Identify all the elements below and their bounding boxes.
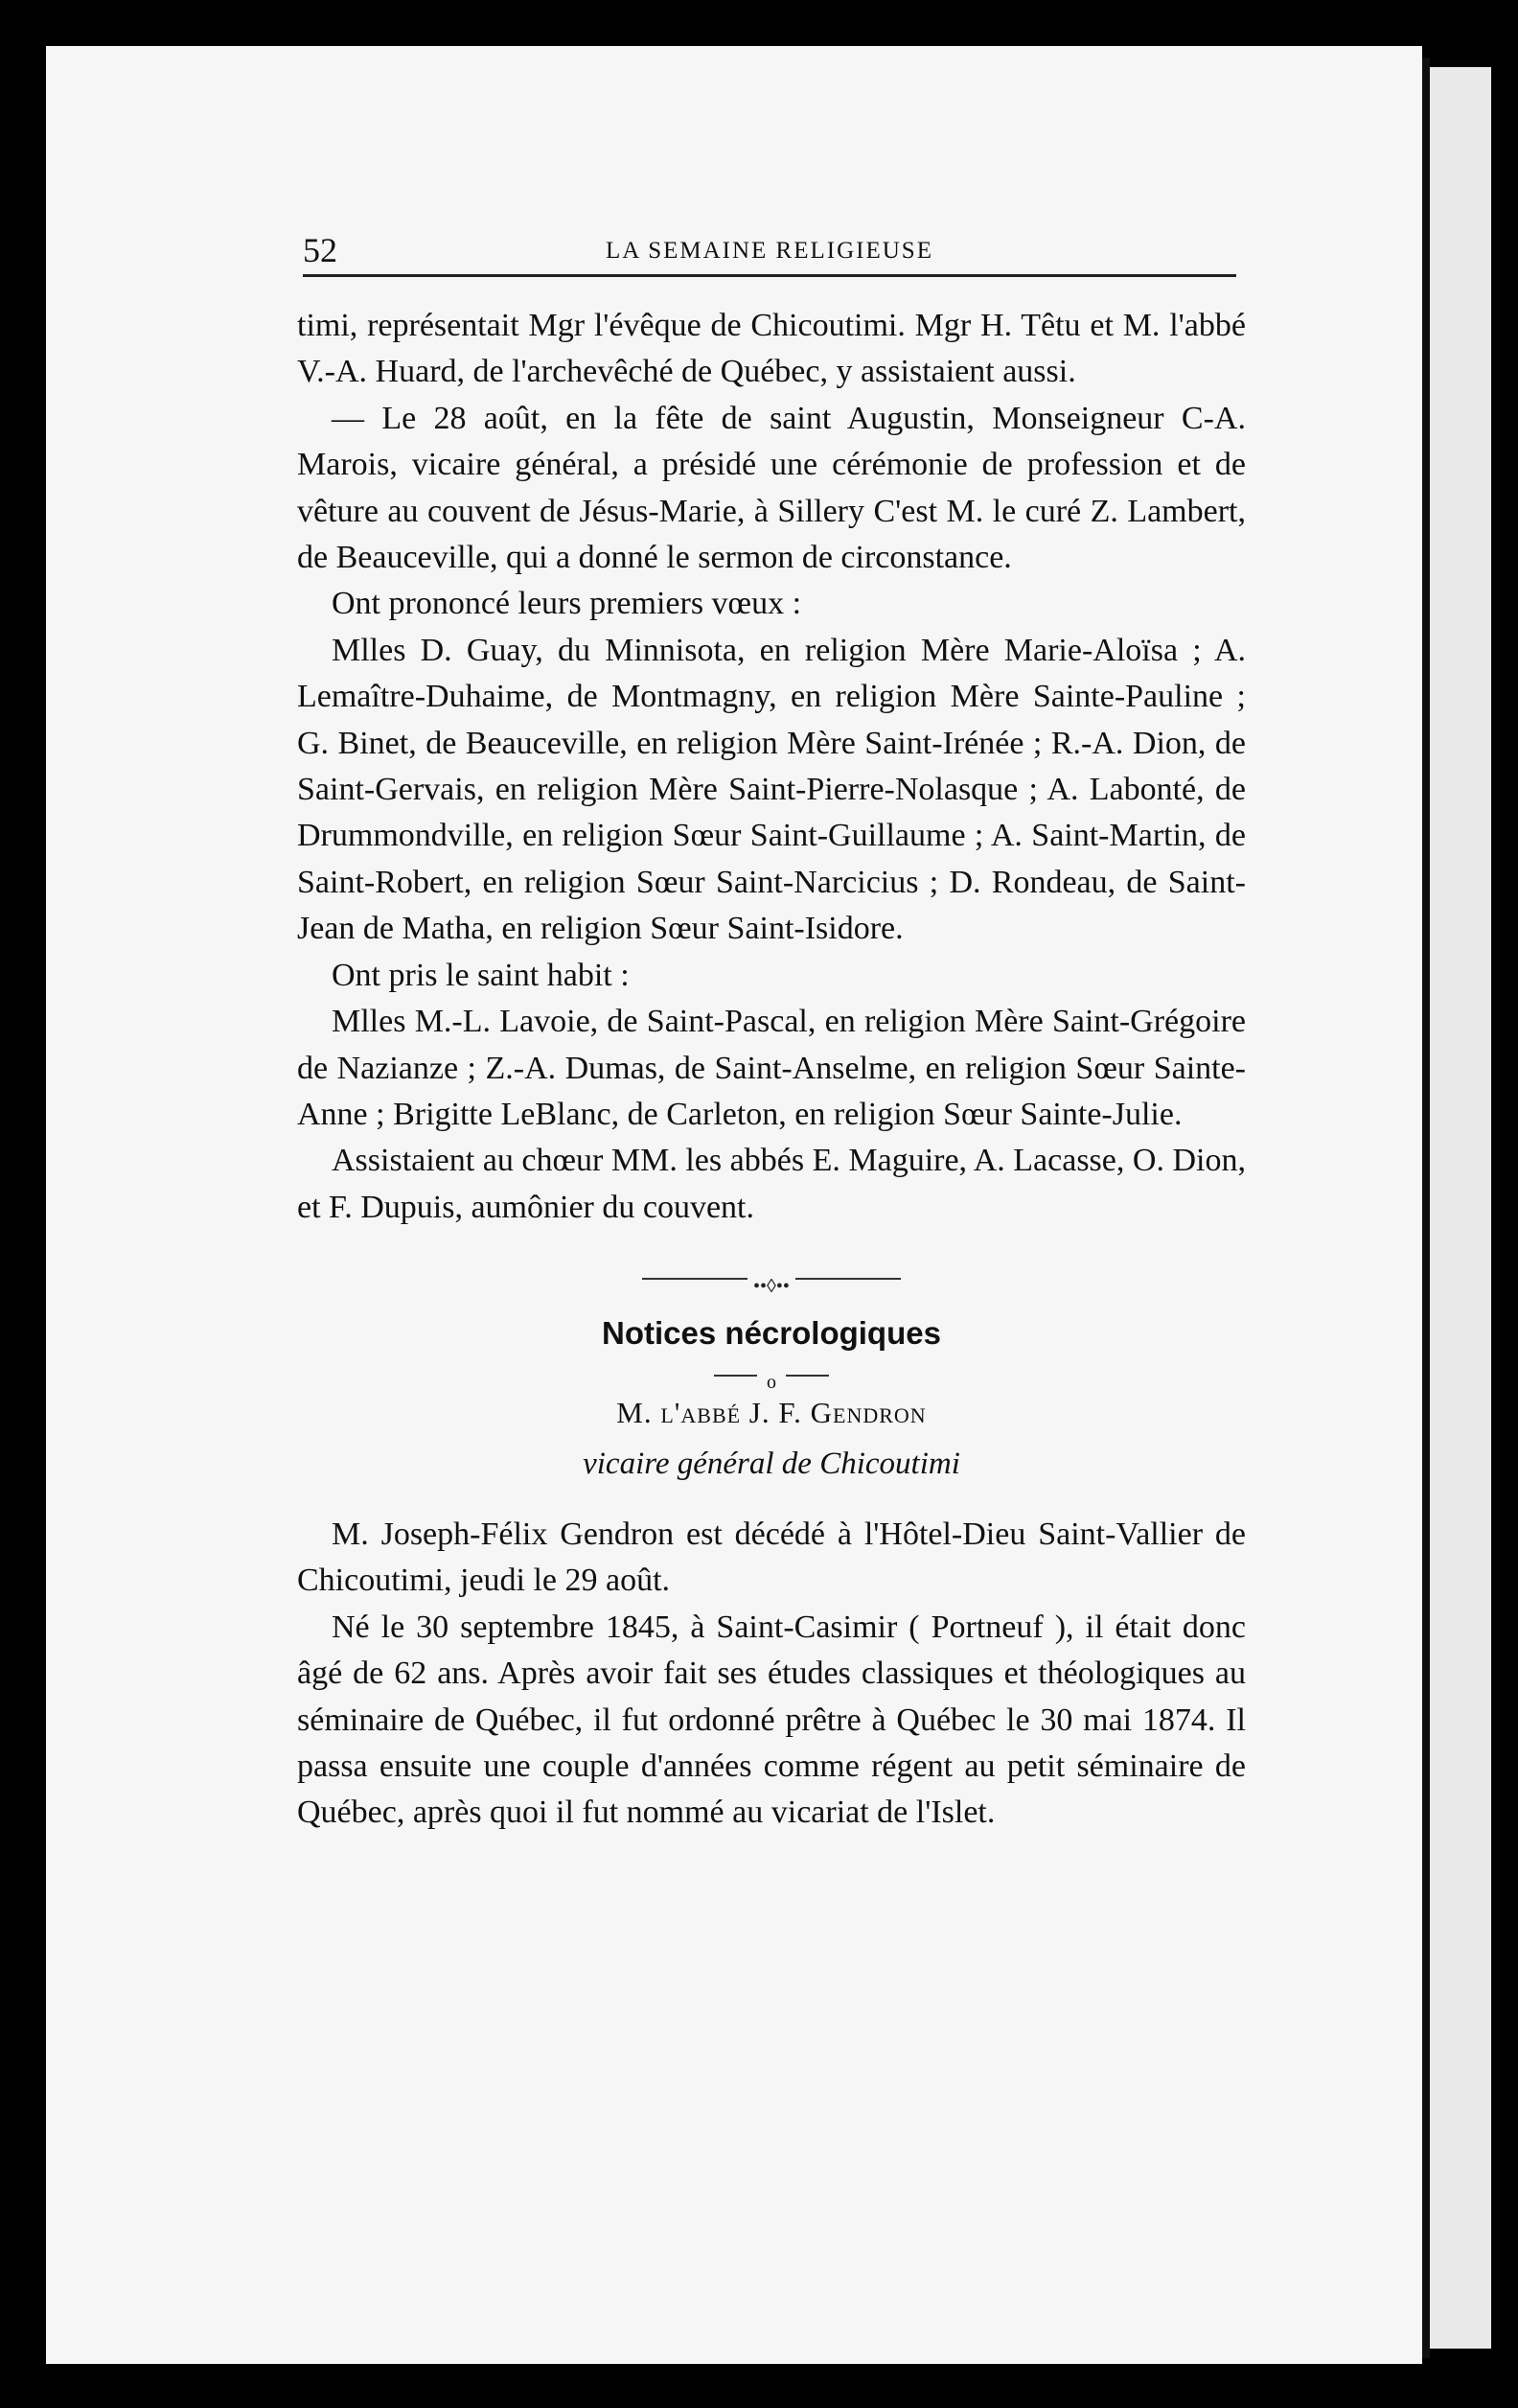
paragraph-habit-list: Mlles M.-L. Lavoie, de Saint-Pascal, en religion Mère Saint-Grégoire de Nazianze ; Z.-A. Dumas, de Saint-Anselme, en religion Sœur Sainte-Anne ; Brigitte LeBlanc, de Carleton, en religion Sœur Sainte-Julie. (297, 1004, 1246, 1132)
obituary-subtitle: vicaire général de Chicoutimi (583, 1446, 960, 1481)
paragraph-attendance: Assistaient au chœur MM. les abbés E. Maguire, A. Lacasse, O. Dion, et F. Dupuis, aumônier du couvent. (297, 1143, 1246, 1225)
paragraph-habit-heading: Ont pris le saint habit : (332, 957, 630, 993)
running-head: LA SEMAINE RELIGIEUSE (606, 238, 933, 264)
paragraph-continuation: timi, représentait Mgr l'évêque de Chicoutimi. Mgr H. Têtu et M. l'abbé V.-A. Huard, de l'archevêché de Québec, y assistaient aussi. (297, 308, 1246, 390)
separator-mark: o (767, 1372, 776, 1394)
paragraph-death-notice: M. Joseph-Félix Gendron est décédé à l'Hôtel-Dieu Saint-Vallier de Chicoutimi, jeudi le 29 août. (297, 1516, 1246, 1599)
paragraph-vows-heading: Ont prononcé leurs premiers vœux : (332, 586, 802, 622)
page-header (303, 226, 1236, 277)
title-separator (714, 1363, 829, 1394)
obituary-name: M. l'abbé J. F. Gendron (616, 1396, 927, 1430)
paragraph-biography: Né le 30 septembre 1845, à Saint-Casimir ( Portneuf ), il était donc âgé de 62 ans. Après avoir fait ses études classiques et théologiques au séminaire de Québec, il fut ordonné prêtre à Québec le 30 mai 1874. Il passa ensuite une couple d'années comme régent au petit séminaire de Québec, après quoi il fut nommé au vicariat de l'Islet. (297, 1609, 1246, 1831)
page-gutter-shadow (1422, 58, 1430, 2358)
separator-line-right (786, 1375, 829, 1377)
divider-ornament: ••◊•• (753, 1276, 790, 1298)
section-divider (642, 1269, 901, 1298)
paragraph-ceremony: — Le 28 août, en la fête de saint Augustin, Monseigneur C-A. Marois, vicaire général, a présidé une cérémonie de profession et de vêture au couvent de Jésus-Marie, à Sillery C'est M. le curé Z. Lambert, de Beauceville, qui a donné le sermon de circonstance. (297, 400, 1246, 576)
facing-page-edge (1430, 67, 1491, 2349)
paragraph-vows-list: Mlles D. Guay, du Minnisota, en religion Mère Marie-Aloïsa ; A. Lemaître-Duhaime, de Montmagny, en religion Mère Sainte-Pauline ; G. Binet, de Beauceville, en religion Mère Saint-Irénée ; R.-A. Dion, de Saint-Gervais, en religion Mère Saint-Pierre-Nolasque ; A. Labonté, de Drummondville, en religion Sœur Saint-Guillaume ; A. Saint-Martin, de Saint-Robert, en religion Sœur Saint-Narcicius ; D. Rondeau, de Saint-Jean de Matha, en religion Sœur Saint-Isidore. (297, 632, 1246, 947)
page-number: 52 (303, 231, 337, 269)
divider-line-right (795, 1278, 901, 1280)
section-title: Notices nécrologiques (602, 1315, 941, 1352)
page-body (297, 303, 1246, 1837)
